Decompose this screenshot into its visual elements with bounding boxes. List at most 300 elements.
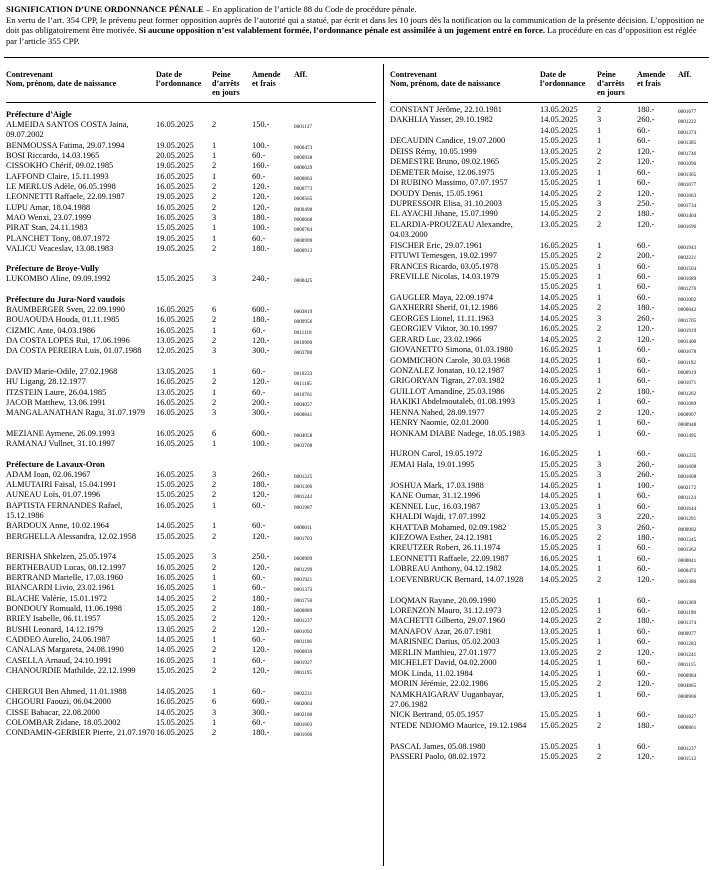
detention-days: 1 xyxy=(597,491,602,501)
detention-days: 2 xyxy=(212,604,217,614)
order-date: 16.05.2025 xyxy=(156,697,194,707)
offender-name: MACHETTI Gilberto, 29.07.1960 xyxy=(390,616,506,626)
table-row xyxy=(390,345,708,355)
order-date: 16.05.2025 xyxy=(156,583,194,593)
offender-name: CONSTANT Jérôme, 22.10.1981 xyxy=(390,105,502,114)
header-name xyxy=(6,70,156,88)
order-date: 16.05.2025 xyxy=(156,397,194,407)
fine-amount: 180.- xyxy=(252,593,270,603)
fine-amount: 120.- xyxy=(252,335,270,345)
order-date: 14.05.2025 xyxy=(540,188,578,198)
case-number: 0001299 xyxy=(294,566,313,573)
case-number: 0001987 xyxy=(294,504,313,511)
fine-amount: 200.- xyxy=(252,397,270,407)
case-number: 0001663 xyxy=(678,192,697,199)
fine-amount: 100.- xyxy=(252,439,270,449)
order-date: 14.05.2025 xyxy=(540,658,578,668)
detention-days: 1 xyxy=(597,553,602,563)
table-row xyxy=(6,635,376,645)
fine-amount: 120.- xyxy=(637,188,655,198)
case-number: 0001198 xyxy=(678,610,696,617)
case-number: 0001512 xyxy=(678,756,697,763)
offender-name: BIANCARDI Livio, 23.02.1961 xyxy=(6,583,115,593)
detention-days: 2 xyxy=(212,531,217,541)
offender-name: MOK Linda, 11.02.1984 xyxy=(390,668,473,678)
order-date: 16.05.2025 xyxy=(156,408,194,418)
order-date: 12.05.2025 xyxy=(540,606,578,616)
case-number: 0009956 xyxy=(294,319,313,326)
offender-name: GAXHERRI Sherif, 01.12.1986 xyxy=(390,303,498,313)
fine-amount: 60.- xyxy=(637,543,651,553)
table-row xyxy=(390,366,708,376)
order-date: 15.05.2025 xyxy=(540,595,578,605)
table-row xyxy=(390,408,708,418)
order-date: 13.05.2025 xyxy=(540,689,578,699)
detention-days: 2 xyxy=(597,334,602,344)
header-aff: Aff. xyxy=(678,70,692,79)
table-row xyxy=(6,388,376,398)
order-date: 15.05.2025 xyxy=(156,552,194,562)
order-date: 14.05.2025 xyxy=(540,512,578,522)
table-row xyxy=(390,189,708,199)
case-number: 0010900 xyxy=(294,339,313,346)
offender-name: GAUGLER Maya, 22.09.1974 xyxy=(390,292,494,302)
fine-amount: 120.- xyxy=(252,645,270,655)
offender-name: PIRAT Stan, 24.11.1983 xyxy=(6,223,88,233)
table-row xyxy=(390,324,708,334)
table-row xyxy=(6,552,376,562)
header-peine-line3: en jours xyxy=(597,88,625,97)
fine-amount: 160.- xyxy=(252,161,270,171)
fine-amount: 60.- xyxy=(252,717,266,727)
detention-days: 2 xyxy=(212,479,217,489)
table-row xyxy=(390,627,708,637)
fine-amount: 600.- xyxy=(252,697,270,707)
table-row xyxy=(6,305,376,315)
fine-amount: 120.- xyxy=(637,647,655,657)
table-row xyxy=(390,136,708,146)
case-number: 0000565 xyxy=(294,196,313,203)
case-number: 0002172 xyxy=(678,484,697,491)
order-date: 15.05.2025 xyxy=(156,490,194,500)
header-amende-line1: Amende xyxy=(252,70,281,79)
offender-name: LOBREAU Anthony, 04.12.1982 xyxy=(390,564,502,574)
detention-days: 1 xyxy=(597,167,602,177)
order-date: 14.05.2025 xyxy=(540,334,578,344)
left-column xyxy=(6,64,376,749)
case-number: 0001092 xyxy=(294,628,313,635)
order-date: 15.05.2025 xyxy=(540,522,578,532)
offender-name: GUILLOT Amandine, 25.03.1986 xyxy=(390,386,505,396)
detention-days: 1 xyxy=(212,233,217,243)
order-date: 16.05.2025 xyxy=(156,469,194,479)
order-date: 15.05.2025 xyxy=(540,251,578,261)
notice-title-rest: – En application de l’article 88 du Code de procédure pénale. xyxy=(203,4,417,14)
detention-days: 1 xyxy=(597,397,602,407)
detention-days: 3 xyxy=(212,274,217,284)
fine-amount: 120.- xyxy=(252,614,270,624)
fine-amount: 100.- xyxy=(637,480,655,490)
table-row xyxy=(390,157,708,167)
detention-days: 2 xyxy=(597,616,602,626)
case-number: 0000841 xyxy=(294,412,313,419)
order-date: 13.05.2025 xyxy=(156,335,194,345)
case-number: 0000473 xyxy=(294,144,313,151)
case-number: 0001385 xyxy=(678,140,697,147)
detention-days: 2 xyxy=(212,377,217,387)
offender-name: DA COSTA PEREIRA Luis, 01.07.1988 xyxy=(6,346,142,356)
fine-amount: 120.- xyxy=(252,531,270,541)
order-date: 15.05.2025 xyxy=(540,282,578,292)
case-number: 0001276 xyxy=(678,286,697,293)
detention-days: 1 xyxy=(597,564,602,574)
order-date: 14.05.2025 xyxy=(540,313,578,323)
offender-name: BENMOUSSA Fatima, 29.07.1994 xyxy=(6,140,125,150)
order-date: 15.05.2025 xyxy=(540,470,578,480)
case-number: 0004057 xyxy=(294,401,313,408)
order-date: 14.05.2025 xyxy=(540,668,578,678)
order-date: 13.05.2025 xyxy=(540,146,578,156)
fine-amount: 260.- xyxy=(637,470,655,480)
order-date: 14.05.2025 xyxy=(540,564,578,574)
case-number: 0000839 xyxy=(294,649,313,656)
case-number: 0000668 xyxy=(294,217,313,224)
offender-name: LUKOMBO Aline, 09.09.1992 xyxy=(6,274,111,284)
order-date: 16.05.2025 xyxy=(540,449,578,459)
case-number: 0001756 xyxy=(294,597,313,604)
detention-days: 2 xyxy=(597,209,602,219)
offender-name: HONKAM DIABE Nadege, 18.05.1983 xyxy=(390,428,525,438)
order-date: 16.05.2025 xyxy=(156,428,194,438)
fine-amount: 120.- xyxy=(252,202,270,212)
detention-days: 1 xyxy=(597,240,602,250)
header-amende-line2: et frais xyxy=(252,79,276,88)
fine-amount: 60.- xyxy=(252,521,266,531)
order-date: 13.05.2025 xyxy=(156,387,194,397)
detention-days: 1 xyxy=(597,376,602,386)
case-number: 0001306 xyxy=(294,483,313,490)
offender-name: KENNEL Luc, 16.03.1987 xyxy=(390,501,481,511)
detention-days: 2 xyxy=(597,105,602,114)
order-date: 15.05.2025 xyxy=(156,717,194,727)
table-row xyxy=(390,512,708,522)
detention-days: 1 xyxy=(597,292,602,302)
header-peine-line1: Peine xyxy=(597,70,616,79)
table-row xyxy=(6,172,376,182)
notice-body-bold: Si aucune opposition n’est valablement formée, l’ordonnance pénale est assimilée à un jugement entré en force. xyxy=(138,25,546,36)
detention-days: 1 xyxy=(597,418,602,428)
header-peine-line2: d’arrêts xyxy=(597,79,625,88)
fine-amount: 60.- xyxy=(637,626,651,636)
detention-days: 2 xyxy=(212,120,217,129)
order-date: 15.05.2025 xyxy=(540,543,578,553)
case-number: 0000863 xyxy=(294,175,313,182)
order-date: 16.05.2025 xyxy=(540,376,578,386)
right-rows xyxy=(390,103,708,763)
case-number: 0001921 xyxy=(294,577,313,584)
case-number: 0000948 xyxy=(678,422,697,429)
case-number: 0001386 xyxy=(678,578,697,585)
fine-amount: 120.- xyxy=(637,574,655,584)
case-number: 0001115 xyxy=(678,662,696,669)
offender-name: NICK Bertrand, 05.05.1957 xyxy=(390,710,484,720)
case-number: 0003780 xyxy=(294,350,313,357)
detention-days: 1 xyxy=(212,521,217,531)
order-date: 16.05.2025 xyxy=(156,120,194,129)
fine-amount: 600.- xyxy=(252,428,270,438)
table-row xyxy=(6,274,376,284)
table-row xyxy=(390,481,708,491)
offender-name: JEMAI Hala, 19.01.1995 xyxy=(390,459,475,469)
header-peine xyxy=(212,70,240,97)
table-row xyxy=(390,721,708,742)
order-date: 16.05.2025 xyxy=(156,202,194,212)
order-date: 16.05.2025 xyxy=(156,315,194,325)
offender-name: MAO Wenxi, 23.07.1999 xyxy=(6,213,92,223)
offender-name: CISSOKHO Chérif, 09.02.1985 xyxy=(6,161,114,171)
detention-days: 3 xyxy=(212,346,217,356)
order-date: 15.05.2025 xyxy=(540,178,578,188)
offender-name: PASSERI Paolo, 08.02.1972 xyxy=(390,752,486,762)
order-date: 14.05.2025 xyxy=(156,635,194,645)
detention-days: 1 xyxy=(597,606,602,616)
order-date: 15.05.2025 xyxy=(540,741,578,751)
fine-amount: 300.- xyxy=(252,346,270,356)
offender-name: NTEDE NDJOMO Maurice, 19.12.1984 xyxy=(390,720,527,730)
case-number: 0000902 xyxy=(678,526,697,533)
offender-name: ALMEIDA SANTOS COSTA Jaina, 09.07.2002 xyxy=(6,120,129,140)
table-row xyxy=(390,710,708,720)
table-row xyxy=(390,314,708,324)
order-date: 15.05.2025 xyxy=(156,274,194,284)
order-date: 16.05.2025 xyxy=(156,500,194,510)
fine-amount: 300.- xyxy=(252,408,270,418)
detention-days: 1 xyxy=(597,626,602,636)
order-date: 13.05.2025 xyxy=(540,501,578,511)
fine-amount: 60.- xyxy=(252,583,266,593)
detention-days: 2 xyxy=(597,574,602,584)
table-row xyxy=(390,564,708,574)
case-number: 0001137 xyxy=(294,124,312,130)
detention-days: 1 xyxy=(212,140,217,150)
offender-name: GERARD Luc, 23.02.1966 xyxy=(390,334,482,344)
detention-days: 2 xyxy=(597,251,602,261)
case-number: 0001696 xyxy=(678,223,697,230)
offender-name: ALMUTAIRI Faisal, 15.04.1991 xyxy=(6,479,117,489)
offender-name: PLANCHET Tony, 08.07.1972 xyxy=(6,233,110,243)
table-row xyxy=(390,199,708,209)
case-number: 0001919 xyxy=(678,328,697,335)
fine-amount: 60.- xyxy=(252,573,266,583)
notice-title: SIGNIFICATION D’UNE ORDONNANCE PÉNALE xyxy=(6,4,204,14)
order-date: 16.05.2025 xyxy=(156,182,194,192)
table-row xyxy=(390,262,708,272)
case-number: 0001345 xyxy=(678,536,697,543)
order-date: 19.05.2025 xyxy=(156,140,194,150)
order-date: 13.05.2025 xyxy=(540,167,578,177)
detention-days: 2 xyxy=(212,192,217,202)
table-row xyxy=(6,141,376,151)
detention-days: 2 xyxy=(212,593,217,603)
offender-name: JACOB Matthew, 13.06.1991 xyxy=(6,397,106,407)
fine-amount: 60.- xyxy=(637,689,651,699)
case-number: 0000919 xyxy=(678,369,697,376)
order-date: 14.05.2025 xyxy=(540,209,578,219)
fine-amount: 180.- xyxy=(252,315,270,325)
fine-amount: 180.- xyxy=(252,213,270,223)
detention-days: 1 xyxy=(212,655,217,665)
detention-days: 1 xyxy=(597,689,602,699)
table-row xyxy=(390,282,708,292)
table-row xyxy=(390,637,708,647)
order-date: 14.05.2025 xyxy=(540,386,578,396)
table-row xyxy=(6,203,376,213)
case-number: 0011185 xyxy=(294,381,312,388)
table-row xyxy=(6,656,376,666)
case-number: 0001644 xyxy=(678,505,697,512)
offender-name: MERLIN Matthieu, 27.01.1977 xyxy=(390,647,497,657)
table-row xyxy=(6,573,376,583)
fine-amount: 120.- xyxy=(637,157,655,167)
order-date: 14.05.2025 xyxy=(540,125,578,135)
header-amende xyxy=(252,70,280,88)
fine-amount: 150.- xyxy=(252,120,270,129)
table-row xyxy=(6,161,376,171)
offender-name: KANE Oumar, 31.12.1996 xyxy=(390,491,481,501)
offender-name: DOUDY Denis, 15.05.1961 xyxy=(390,188,484,198)
detention-days: 2 xyxy=(597,720,602,730)
case-number: 0000907 xyxy=(678,411,697,418)
notice-body-2: La procédure en cas d’opposition est réglée par l’article 355 CPP. xyxy=(6,25,697,46)
detention-days: 1 xyxy=(597,668,602,678)
case-number: 0000842 xyxy=(678,307,697,314)
case-number: 0001262 xyxy=(678,390,697,397)
table-row xyxy=(6,336,376,346)
case-number: 0000909 xyxy=(294,556,313,563)
header-date-line1: Date de xyxy=(540,70,566,79)
case-number: 0001608 xyxy=(678,474,697,481)
order-date: 13.05.2025 xyxy=(540,647,578,657)
case-number: 0010761 xyxy=(294,391,313,398)
case-number: 0000011 xyxy=(294,525,312,532)
fine-amount: 60.- xyxy=(637,428,651,438)
detention-days: 1 xyxy=(597,741,602,751)
order-date: 15.05.2025 xyxy=(156,479,194,489)
detention-days: 2 xyxy=(212,562,217,572)
case-number: 0001235 xyxy=(678,453,697,460)
offender-name: ELARDIA-PROUZEAU Alexandre, 04.03.2000 xyxy=(390,219,513,240)
table-row xyxy=(6,594,376,604)
case-number: 0000841 xyxy=(678,557,697,564)
table-row xyxy=(390,533,708,543)
detention-days: 1 xyxy=(212,573,217,583)
fine-amount: 60.- xyxy=(252,233,266,243)
fine-amount: 60.- xyxy=(252,500,266,510)
table-row xyxy=(6,625,376,635)
header-date-line2: l’ordonnance xyxy=(540,79,586,88)
offender-name: DI RUBINO Massimo, 07.07.1957 xyxy=(390,178,508,188)
detention-days: 1 xyxy=(597,272,602,282)
detention-days: 2 xyxy=(597,188,602,198)
detention-days: 1 xyxy=(212,686,217,696)
detention-days: 2 xyxy=(597,386,602,396)
fine-amount: 180.- xyxy=(252,479,270,489)
detention-days: 2 xyxy=(597,219,602,229)
case-number: 0001283 xyxy=(678,641,697,648)
case-number: 0003819 xyxy=(294,308,313,315)
case-number: 0003708 xyxy=(294,443,313,450)
offender-name: MORIN Jérémie, 22.02.1986 xyxy=(390,679,488,689)
fine-amount: 220.- xyxy=(637,512,655,522)
section-gap xyxy=(6,285,376,295)
offender-name: BONDOUY Romuald, 11.06.1998 xyxy=(6,604,122,614)
detention-days: 1 xyxy=(597,355,602,365)
table-row xyxy=(390,449,708,459)
offender-name: COLOMBAR Zidane, 18.05.2002 xyxy=(6,717,121,727)
table-row xyxy=(390,616,708,626)
column-separator xyxy=(383,64,384,866)
section-gap xyxy=(6,450,376,460)
fine-amount: 120.- xyxy=(637,334,655,344)
fine-amount: 60.- xyxy=(252,151,266,161)
offender-name: KREUTZER Robert, 26.11.1974 xyxy=(390,543,501,553)
order-date: 20.05.2025 xyxy=(156,151,194,161)
detention-days: 1 xyxy=(212,171,217,181)
right-column xyxy=(390,64,708,763)
detention-days: 3 xyxy=(597,512,602,522)
order-date: 14.05.2025 xyxy=(156,686,194,696)
case-number: 0001077 xyxy=(678,182,697,189)
order-date: 19.05.2025 xyxy=(156,161,194,171)
order-date: 16.05.2025 xyxy=(156,377,194,387)
fine-amount: 100.- xyxy=(252,223,270,233)
fine-amount: 60.- xyxy=(637,240,651,250)
detention-days: 1 xyxy=(597,501,602,511)
fine-amount: 60.- xyxy=(637,418,651,428)
fine-amount: 260.- xyxy=(637,115,655,125)
case-number: 0001071 xyxy=(678,380,697,387)
fine-amount: 260.- xyxy=(637,522,655,532)
table-row xyxy=(390,752,708,762)
detention-days: 2 xyxy=(212,315,217,325)
header-amende-line1: Amende xyxy=(637,70,666,79)
case-number: 0001627 xyxy=(678,714,697,721)
detention-days: 2 xyxy=(212,397,217,407)
table-row xyxy=(6,192,376,202)
header-peine-line3: en jours xyxy=(212,88,240,97)
table-row xyxy=(6,223,376,233)
detention-days: 2 xyxy=(597,146,602,156)
prefecture-heading: Préfecture du Jura-Nord vaudois xyxy=(6,294,125,304)
detention-days: 3 xyxy=(212,213,217,223)
table-row xyxy=(6,315,376,325)
section-gap xyxy=(6,254,376,264)
case-number: 0002064 xyxy=(294,701,313,708)
detention-days: 1 xyxy=(597,480,602,490)
fine-amount: 600.- xyxy=(252,304,270,314)
case-number: 0001927 xyxy=(294,659,313,666)
table-row xyxy=(6,614,376,624)
offender-name: BERGHELLA Alessandra, 12.02.1958 xyxy=(6,531,137,541)
detention-days: 1 xyxy=(597,365,602,375)
fine-amount: 250.- xyxy=(637,198,655,208)
detention-days: 2 xyxy=(212,490,217,500)
offender-name: NAMKHAIGARAV Uuganbayar, 27.06.1982 xyxy=(390,689,504,709)
detention-days: 1 xyxy=(597,543,602,553)
fine-amount: 60.- xyxy=(637,595,651,605)
table-row xyxy=(6,244,376,254)
order-date: 14.05.2025 xyxy=(540,303,578,313)
